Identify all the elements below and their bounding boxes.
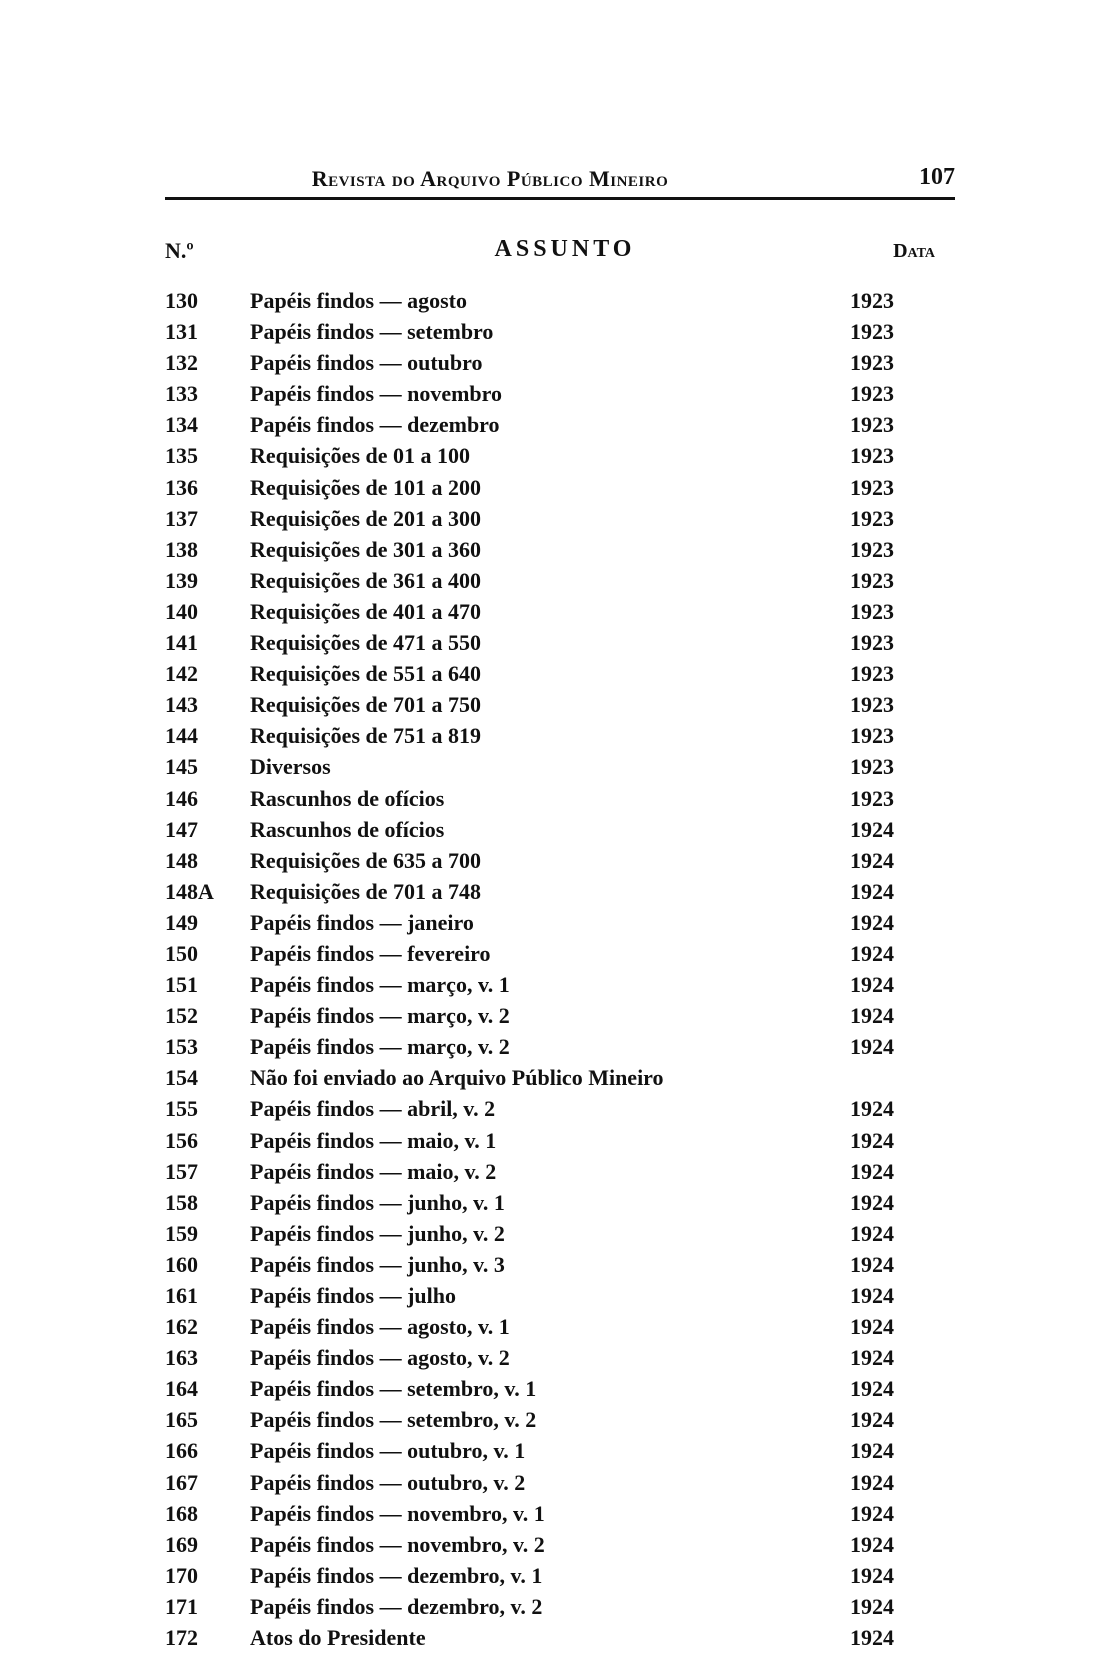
- entry-number: 168: [165, 1500, 198, 1526]
- entry-subject: Rascunhos de ofícios: [250, 786, 448, 811]
- table-row: [165, 1435, 955, 1466]
- entry-subject: Requisições de 701 a 750: [250, 692, 485, 717]
- entry-date: 1924: [850, 1593, 894, 1619]
- table-row: [165, 1622, 955, 1653]
- table-row: [165, 1000, 955, 1031]
- entry-subject-cell: [250, 596, 835, 627]
- entry-date: 1924: [850, 1500, 894, 1526]
- date-column-header: Data: [893, 240, 935, 262]
- entry-subject-cell: [250, 1560, 835, 1591]
- entry-date: 1923: [850, 598, 894, 624]
- entry-subject-cell: [250, 1435, 835, 1466]
- entry-date: 1923: [850, 474, 894, 500]
- entry-subject: Não foi enviado ao Arquivo Público Mineiro: [250, 1065, 668, 1090]
- entry-number: 148: [165, 847, 198, 873]
- entry-number: 152: [165, 1003, 198, 1029]
- entry-date: 1924: [850, 1251, 894, 1277]
- entry-date: 1924: [850, 847, 894, 873]
- entry-subject: Requisições de 635 a 700: [250, 848, 485, 873]
- entry-date: 1924: [850, 909, 894, 935]
- table-row: [165, 907, 955, 938]
- entry-subject-cell: [250, 1591, 835, 1622]
- entry-subject: Papéis findos — março, v. 2: [250, 1034, 514, 1059]
- entry-subject: Papéis findos — dezembro, v. 1: [250, 1563, 546, 1588]
- entry-number: 172: [165, 1625, 198, 1651]
- entry-subject: Papéis findos — agosto, v. 2: [250, 1345, 514, 1370]
- table-row: [165, 596, 955, 627]
- table-row: [165, 938, 955, 969]
- table-row: [165, 1311, 955, 1342]
- table-row: [165, 1062, 955, 1093]
- entry-number: 163: [165, 1345, 198, 1371]
- table-row: [165, 472, 955, 503]
- entry-subject-cell: [250, 440, 835, 471]
- entry-subject-cell: [250, 1218, 835, 1249]
- entry-subject-cell: [250, 1156, 835, 1187]
- entry-subject-cell: [250, 720, 835, 751]
- entry-number: 140: [165, 598, 198, 624]
- table-row: [165, 1529, 955, 1560]
- entry-subject-cell: [250, 1467, 835, 1498]
- entry-number: 137: [165, 505, 198, 531]
- entry-date: 1923: [850, 505, 894, 531]
- table-row: [165, 845, 955, 876]
- entry-subject: Papéis findos — março, v. 2: [250, 1003, 514, 1028]
- table-row: [165, 689, 955, 720]
- entry-date: 1924: [850, 972, 894, 998]
- entry-subject: Papéis findos — agosto, v. 1: [250, 1314, 514, 1339]
- entry-subject-cell: [250, 938, 835, 969]
- subject-column-header: ASSUNTO: [494, 236, 636, 262]
- entry-date: 1924: [850, 1127, 894, 1153]
- entry-date: 1923: [850, 443, 894, 469]
- dot-leader: [250, 771, 835, 774]
- entry-date: 1924: [850, 1376, 894, 1402]
- entry-subject: Requisições de 401 a 470: [250, 599, 485, 624]
- table-row: [165, 1249, 955, 1280]
- table-row: [165, 1125, 955, 1156]
- entry-subject-cell: [250, 472, 835, 503]
- entry-subject-cell: [250, 1249, 835, 1280]
- entry-subject: Papéis findos — setembro, v. 1: [250, 1376, 540, 1401]
- entry-subject-cell: [250, 1404, 835, 1435]
- table-row: [165, 1031, 955, 1062]
- entry-number: 143: [165, 692, 198, 718]
- table-row: [165, 378, 955, 409]
- table-row: [165, 783, 955, 814]
- table-row: [165, 720, 955, 751]
- entry-subject-cell: [250, 1373, 835, 1404]
- entry-date: 1923: [850, 630, 894, 656]
- entry-subject-cell: [250, 751, 835, 782]
- entry-number: 139: [165, 567, 198, 593]
- entry-subject-cell: [250, 378, 835, 409]
- entry-subject: Papéis findos — junho, v. 2: [250, 1221, 509, 1246]
- table-row: [165, 534, 955, 565]
- entry-subject-cell: [250, 409, 835, 440]
- entry-number: 154: [165, 1065, 198, 1091]
- entry-date: 1924: [850, 878, 894, 904]
- entry-number: 161: [165, 1283, 198, 1308]
- entry-subject: Papéis findos — maio, v. 2: [250, 1159, 500, 1184]
- entry-subject: Papéis findos — setembro: [250, 319, 497, 344]
- table-row: [165, 565, 955, 596]
- entry-subject-cell: [250, 1031, 835, 1062]
- entry-number: 141: [165, 630, 198, 656]
- entry-number: 165: [165, 1407, 198, 1433]
- entry-subject-cell: [250, 1529, 835, 1560]
- table-row: [165, 409, 955, 440]
- entry-number: 153: [165, 1034, 198, 1060]
- table-row: [165, 751, 955, 782]
- table-row: [165, 1342, 955, 1373]
- entry-number: 157: [165, 1158, 198, 1184]
- table-row: [165, 814, 955, 845]
- entry-date: 1924: [850, 1562, 894, 1588]
- entry-subject-cell: [250, 907, 835, 938]
- entry-subject: Papéis findos — agosto: [250, 288, 471, 313]
- entry-subject-cell: [250, 503, 835, 534]
- entry-number: 167: [165, 1469, 198, 1495]
- entry-date: 1924: [850, 1220, 894, 1246]
- entry-subject-cell: [250, 1093, 835, 1124]
- table-row: [165, 1218, 955, 1249]
- entry-subject: Papéis findos — novembro, v. 1: [250, 1501, 549, 1526]
- entry-date: 1924: [850, 1625, 894, 1651]
- entry-date: 1924: [850, 1189, 894, 1215]
- entry-number: 158: [165, 1189, 198, 1215]
- entry-subject-cell: [250, 814, 835, 845]
- entry-subject: Requisições de 101 a 200: [250, 475, 485, 500]
- entry-date: 1924: [850, 1003, 894, 1029]
- table-row: [165, 876, 955, 907]
- entry-subject-cell: [250, 658, 835, 689]
- entry-number: 166: [165, 1438, 198, 1464]
- entry-subject: Diversos: [250, 754, 335, 779]
- entry-subject: Atos do Presidente: [250, 1625, 430, 1650]
- table-row: [165, 658, 955, 689]
- entry-date: 1924: [850, 1158, 894, 1184]
- entry-subject: Papéis findos — maio, v. 1: [250, 1128, 500, 1153]
- table-row: [165, 1560, 955, 1591]
- entry-date: 1924: [850, 940, 894, 966]
- entry-subject-cell: [250, 876, 835, 907]
- entry-subject: Papéis findos — abril, v. 2: [250, 1096, 499, 1121]
- entry-date: 1924: [850, 1314, 894, 1340]
- entry-number: 159: [165, 1220, 198, 1246]
- entry-subject: Requisições de 471 a 550: [250, 630, 485, 655]
- entry-subject-cell: [250, 534, 835, 565]
- entry-date: 1923: [850, 754, 894, 780]
- table-row: [165, 503, 955, 534]
- table-row: [165, 1591, 955, 1622]
- entry-number: 130: [165, 288, 198, 313]
- entry-number: 134: [165, 412, 198, 438]
- table-row: [165, 316, 955, 347]
- entry-number: 142: [165, 661, 198, 687]
- entry-subject: Requisições de 701 a 748: [250, 879, 485, 904]
- entry-subject-cell: [250, 1125, 835, 1156]
- entry-date: 1923: [850, 661, 894, 687]
- table-row: [165, 285, 955, 316]
- entry-subject: Papéis findos — setembro, v. 2: [250, 1407, 540, 1432]
- entry-subject: Papéis findos — outubro: [250, 350, 486, 375]
- entry-subject: Requisições de 301 a 360: [250, 537, 485, 562]
- entry-number: 135: [165, 443, 198, 469]
- entry-number: 132: [165, 350, 198, 376]
- entry-subject: Papéis findos — março, v. 1: [250, 972, 514, 997]
- entry-date: 1923: [850, 288, 894, 313]
- running-title: Revista do Arquivo Público Mineiro: [311, 166, 669, 191]
- entry-number: 147: [165, 816, 198, 842]
- entry-date: 1923: [850, 319, 894, 345]
- entry-number: 155: [165, 1096, 198, 1122]
- entry-subject: Papéis findos — junho, v. 3: [250, 1252, 509, 1277]
- entry-number: 162: [165, 1314, 198, 1340]
- entry-number: 150: [165, 940, 198, 966]
- entry-date: 1923: [850, 723, 894, 749]
- entry-number: 145: [165, 754, 198, 780]
- entry-subject: Papéis findos — fevereiro: [250, 941, 495, 966]
- entry-date: 1923: [850, 567, 894, 593]
- entry-date: 1924: [850, 1096, 894, 1122]
- entry-subject-cell: [250, 1187, 835, 1218]
- table-row: [165, 1467, 955, 1498]
- entry-subject-cell: [250, 565, 835, 596]
- entry-date: 1923: [850, 536, 894, 562]
- entry-subject-cell: [250, 1622, 835, 1653]
- entry-subject-cell: [250, 347, 835, 378]
- entry-subject-cell: [250, 783, 835, 814]
- entry-date: 1923: [850, 381, 894, 407]
- entry-number: 156: [165, 1127, 198, 1153]
- entry-number: 149: [165, 909, 198, 935]
- table-row: [165, 347, 955, 378]
- entry-date: 1924: [850, 1407, 894, 1433]
- table-row: [165, 1404, 955, 1435]
- entry-number: 169: [165, 1531, 198, 1557]
- number-column-header: N.º: [165, 238, 194, 263]
- entry-subject: Papéis findos — novembro: [250, 381, 506, 406]
- table-row: [165, 1280, 955, 1311]
- entry-subject: Requisições de 551 a 640: [250, 661, 485, 686]
- table-row: [165, 1187, 955, 1218]
- entry-number: 148A: [165, 878, 214, 904]
- table-row: [165, 1093, 955, 1124]
- entry-subject-cell: [250, 689, 835, 720]
- entry-number: 133: [165, 381, 198, 407]
- entry-subject-cell: [250, 316, 835, 347]
- entry-date: 1923: [850, 785, 894, 811]
- entry-number: 164: [165, 1376, 198, 1402]
- entry-subject-cell: [250, 1311, 835, 1342]
- entry-number: 151: [165, 972, 198, 998]
- entry-subject: Papéis findos — outubro, v. 1: [250, 1438, 529, 1463]
- page-number: 107: [919, 164, 955, 190]
- entry-date: 1924: [850, 1283, 894, 1308]
- entry-subject: Requisições de 01 a 100: [250, 443, 474, 468]
- table-row: [165, 1156, 955, 1187]
- entry-number: 131: [165, 319, 198, 345]
- entry-subject-cell: [250, 627, 835, 658]
- entry-date: 1924: [850, 1531, 894, 1557]
- entry-date: 1924: [850, 816, 894, 842]
- table-row: [165, 440, 955, 471]
- column-header: [165, 236, 955, 276]
- entry-subject: Requisições de 751 a 819: [250, 723, 485, 748]
- entry-subject-cell: [250, 1280, 835, 1311]
- entry-subject: Papéis findos — novembro, v. 2: [250, 1532, 549, 1557]
- running-head: [165, 160, 955, 196]
- entry-subject-cell: [250, 1062, 835, 1093]
- entry-subject-cell: [250, 845, 835, 876]
- entry-number: 170: [165, 1562, 198, 1588]
- entry-date: 1924: [850, 1345, 894, 1371]
- entry-date: 1924: [850, 1034, 894, 1060]
- entry-date: 1923: [850, 412, 894, 438]
- entry-subject-cell: [250, 1000, 835, 1031]
- entry-date: 1924: [850, 1469, 894, 1495]
- entry-subject: Papéis findos — outubro, v. 2: [250, 1470, 529, 1495]
- entry-number: 146: [165, 785, 198, 811]
- entry-subject: Requisições de 201 a 300: [250, 506, 485, 531]
- table-row: [165, 969, 955, 1000]
- entry-subject: Requisições de 361 a 400: [250, 568, 485, 593]
- entry-number: 160: [165, 1251, 198, 1277]
- entry-date: 1924: [850, 1438, 894, 1464]
- entry-subject: Papéis findos — junho, v. 1: [250, 1190, 509, 1215]
- entry-subject: Papéis findos — dezembro, v. 2: [250, 1594, 546, 1619]
- table-row: [165, 1373, 955, 1404]
- table-row: [165, 1498, 955, 1529]
- entry-subject-cell: [250, 285, 835, 316]
- table-row: [165, 627, 955, 658]
- entry-date: 1923: [850, 350, 894, 376]
- entries-table: [165, 285, 955, 1653]
- entry-subject-cell: [250, 1342, 835, 1373]
- entry-subject-cell: [250, 1498, 835, 1529]
- entry-number: 136: [165, 474, 198, 500]
- entry-subject: Papéis findos — dezembro: [250, 412, 504, 437]
- entry-subject: Papéis findos — janeiro: [250, 910, 478, 935]
- entry-subject: Rascunhos de ofícios: [250, 817, 448, 842]
- entry-date: 1923: [850, 692, 894, 718]
- header-rule: [165, 197, 955, 200]
- entry-number: 171: [165, 1593, 198, 1619]
- entry-subject-cell: [250, 969, 835, 1000]
- entry-number: 138: [165, 536, 198, 562]
- entry-subject: Papéis findos — julho: [250, 1283, 460, 1308]
- entry-number: 144: [165, 723, 198, 749]
